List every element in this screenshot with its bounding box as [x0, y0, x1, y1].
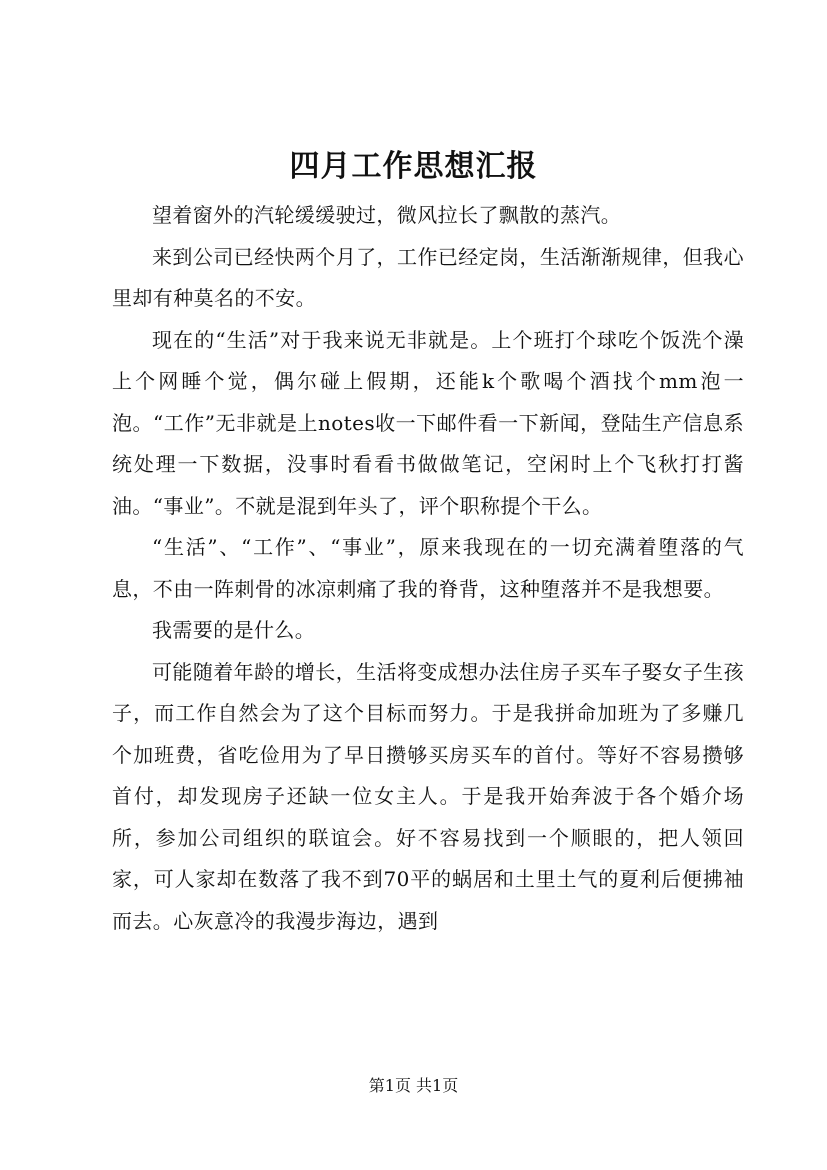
paragraph-1: 望着窗外的汽轮缓缓驶过，微风拉长了飘散的蒸汽。 [152, 203, 622, 227]
document-title: 四月工作思想汇报 [289, 149, 538, 184]
paragraph-2: 来到公司已经快两个月了，工作已经定岗，生活渐渐规律，但我心里却有种莫名的不安。 [112, 244, 744, 310]
paragraph-6: 可能随着年龄的增长，生活将变成想办法住房子买车子娶女子生孩子，而工作自然会为了这个目标而努力。于是我拼命加班为了多赚几个加班费，省吃俭用为了早日攒够买房买车的首付。等好不容易攒够首付，却发现房子还缺一位女主人。于是我开始奔波于各个婚介场所，参加公司组织的联谊会。好不容易找到一个顺眼的，把人领回家，可人家却在数落了我不到70平的蜗居和土里土气的夏利后便拂袖而去。心灰意冷的我漫步海边，遇到 [112, 659, 744, 933]
document-body [112, 195, 744, 942]
paragraph-5: 我需要的是什么。 [152, 618, 316, 642]
page-footer: 第1页 共1页 [368, 1076, 459, 1095]
paragraph-4: “生活”、“工作”、“事业”，原来我现在的一切充满着堕落的气息，不由一阵刺骨的冰凉刺痛了我的脊背，这种堕落并不是我想要。 [112, 535, 744, 601]
paragraph-3: 现在的“生活”对于我来说无非就是。上个班打个球吃个饭洗个澡上个网睡个觉，偶尔碰上假期，还能k个歌喝个酒找个mm泡一泡。“工作”无非就是上notes收一下邮件看一下新闻，登陆生产信息系统处理一下数据，没事时看看书做做笔记，空闲时上个飞秋打打酱油。“事业”。不就是混到年头了，评个职称提个干么。 [112, 327, 744, 518]
